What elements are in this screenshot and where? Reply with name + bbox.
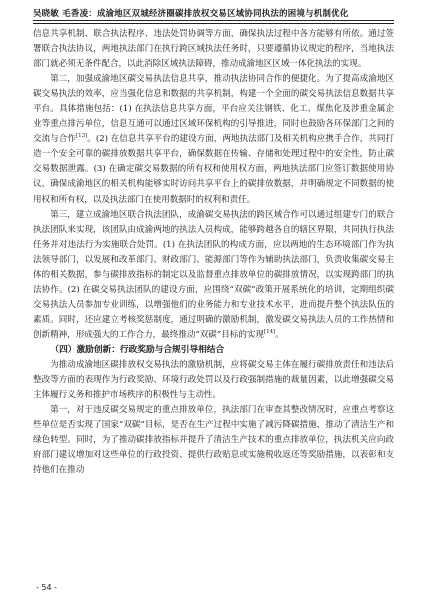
- page-number: - 54 -: [36, 583, 58, 592]
- section-heading: （四）激励创新：行政奖励与合规引导相结合: [50, 344, 225, 355]
- citation-13: [13]: [75, 133, 88, 140]
- paragraph-text: 第二，加强成渝地区碳交易执法信息共享，推动执法协同合作的便捷化。为了提高成渝地区碳交易执法的效率，应当强化信息和数据的共享机制，构建一个全面的碳交易执法信息数据共享平台。具体措施包括：(1) 在执法信息共享方面，平台应关注钢铁、化工、煤焦化及涉重金属企业等重点排污单位，信息互通可以通过区域环保机构的引导推进，同时也鼓励各环保部门之间的交流与合作: [33, 74, 394, 145]
- paragraph-text: 。: [275, 329, 284, 340]
- running-header: 吴晓敏 毛香凌：成渝地区双城经济圈碳排放权交易区域协同执法的困境与机制优化: [33, 8, 349, 18]
- paragraph-text: 。(2) 在信息共享平台的建设方面，两地执法部门及相关机构应携手合作，共同打造一个安全可靠的碳排放数据共享平台，确保数据在传输、存储和处理过程中的安全性，防止碳交易数据泄露。(3) 在确定碳交易数据的所有权和使用权方面，两地执法部门应签订数据使用协议，确保成渝地区的相关机构能够实时访问共享平台上的碳排放数据，并明确规定不同数据的使用权和所有权，以及执法部门在使用数据时的权利和责任。: [33, 134, 395, 205]
- paragraph-continuation: 信息共享机制、联合执法程序、违法处罚协调等方面，确保执法过程中各方能够有所依。通过签署联合执法协议，两地执法部门在执行跨区域执法任务时，只要遵循协议规定的程序，当地执法部门就必须无条件配合，以此消除区域执法障碍，推动成渝地区区域一体化执法的实现。: [33, 29, 394, 70]
- paragraph-admin-reward: 第一，对于违反碳交易规定的重点排放单位，执法部门在审查其整改情况时，应重点考察这些单位是否实现了国家“双碳”目标，是否在生产过程中实施了减污降碳措施，推动了清洁生产和绿色转型。同时，为了推动碳排放指标并提升了清洁生产技术的重点排放单位，执法机关应向政府部门建议增加对这些单位的行政投资、提供行政贴息或实施税收返还等奖励措施，以表彰和支持他们在推动: [33, 405, 394, 476]
- header-rule-thick: [33, 20, 394, 21]
- paragraph-incentive-intro: 为推动成渝地区碳排放权交易执法的激励机制，应将碳交易主体在履行碳排放责任和违法后整改等方面的表现作为行政奖励、环境行政处罚以及行政强制措施的裁量因素，以此增强碳交易主体履行义务和推护市场秩序的积极性与主动性。: [33, 360, 394, 401]
- header-rule-thin: [33, 23, 394, 24]
- paragraph-joint-team: [33, 208, 394, 343]
- paragraph-text: 第三，建立成渝地区联合执法团队，成渝碳交易执法的跨区域合作可以通过组建专门的联合执法团队来实现，该团队由成渝两地的执法人员构成，能够跨越各自的辖区界限，共同执行执法任务并对违法行为实施联合处罚。(1) 在执法团队的构成方面，应以两地的生态环境部门作为执法领导部门，以发展和改革部门、财政部门、能源部门等作为辅助执法部门，负责收集碳交易主体的相关数据，参与碳排放指标的制定以及监督重点排放单位的碳排放情况，以实现跨部门的执法协作。(2) 在碳交易执法团队的建设方面，应围绕“双碳”政策开展系统化的培训，定期组织碳交易执法人员参加专业训练，以增强他们的业务能力和专业技术水平，进而提升整个执法队伍的素质。同时，还应建立考核奖惩制度，通过明确的激励机制，激发碳交易执法人员的工作热情和创新精神，形成强大的工作合力，最终推动“双碳”目标的实现: [33, 209, 394, 340]
- citation-14: [14]: [263, 329, 276, 336]
- paragraph-info-sharing: [33, 72, 394, 207]
- article-body: [33, 27, 394, 478]
